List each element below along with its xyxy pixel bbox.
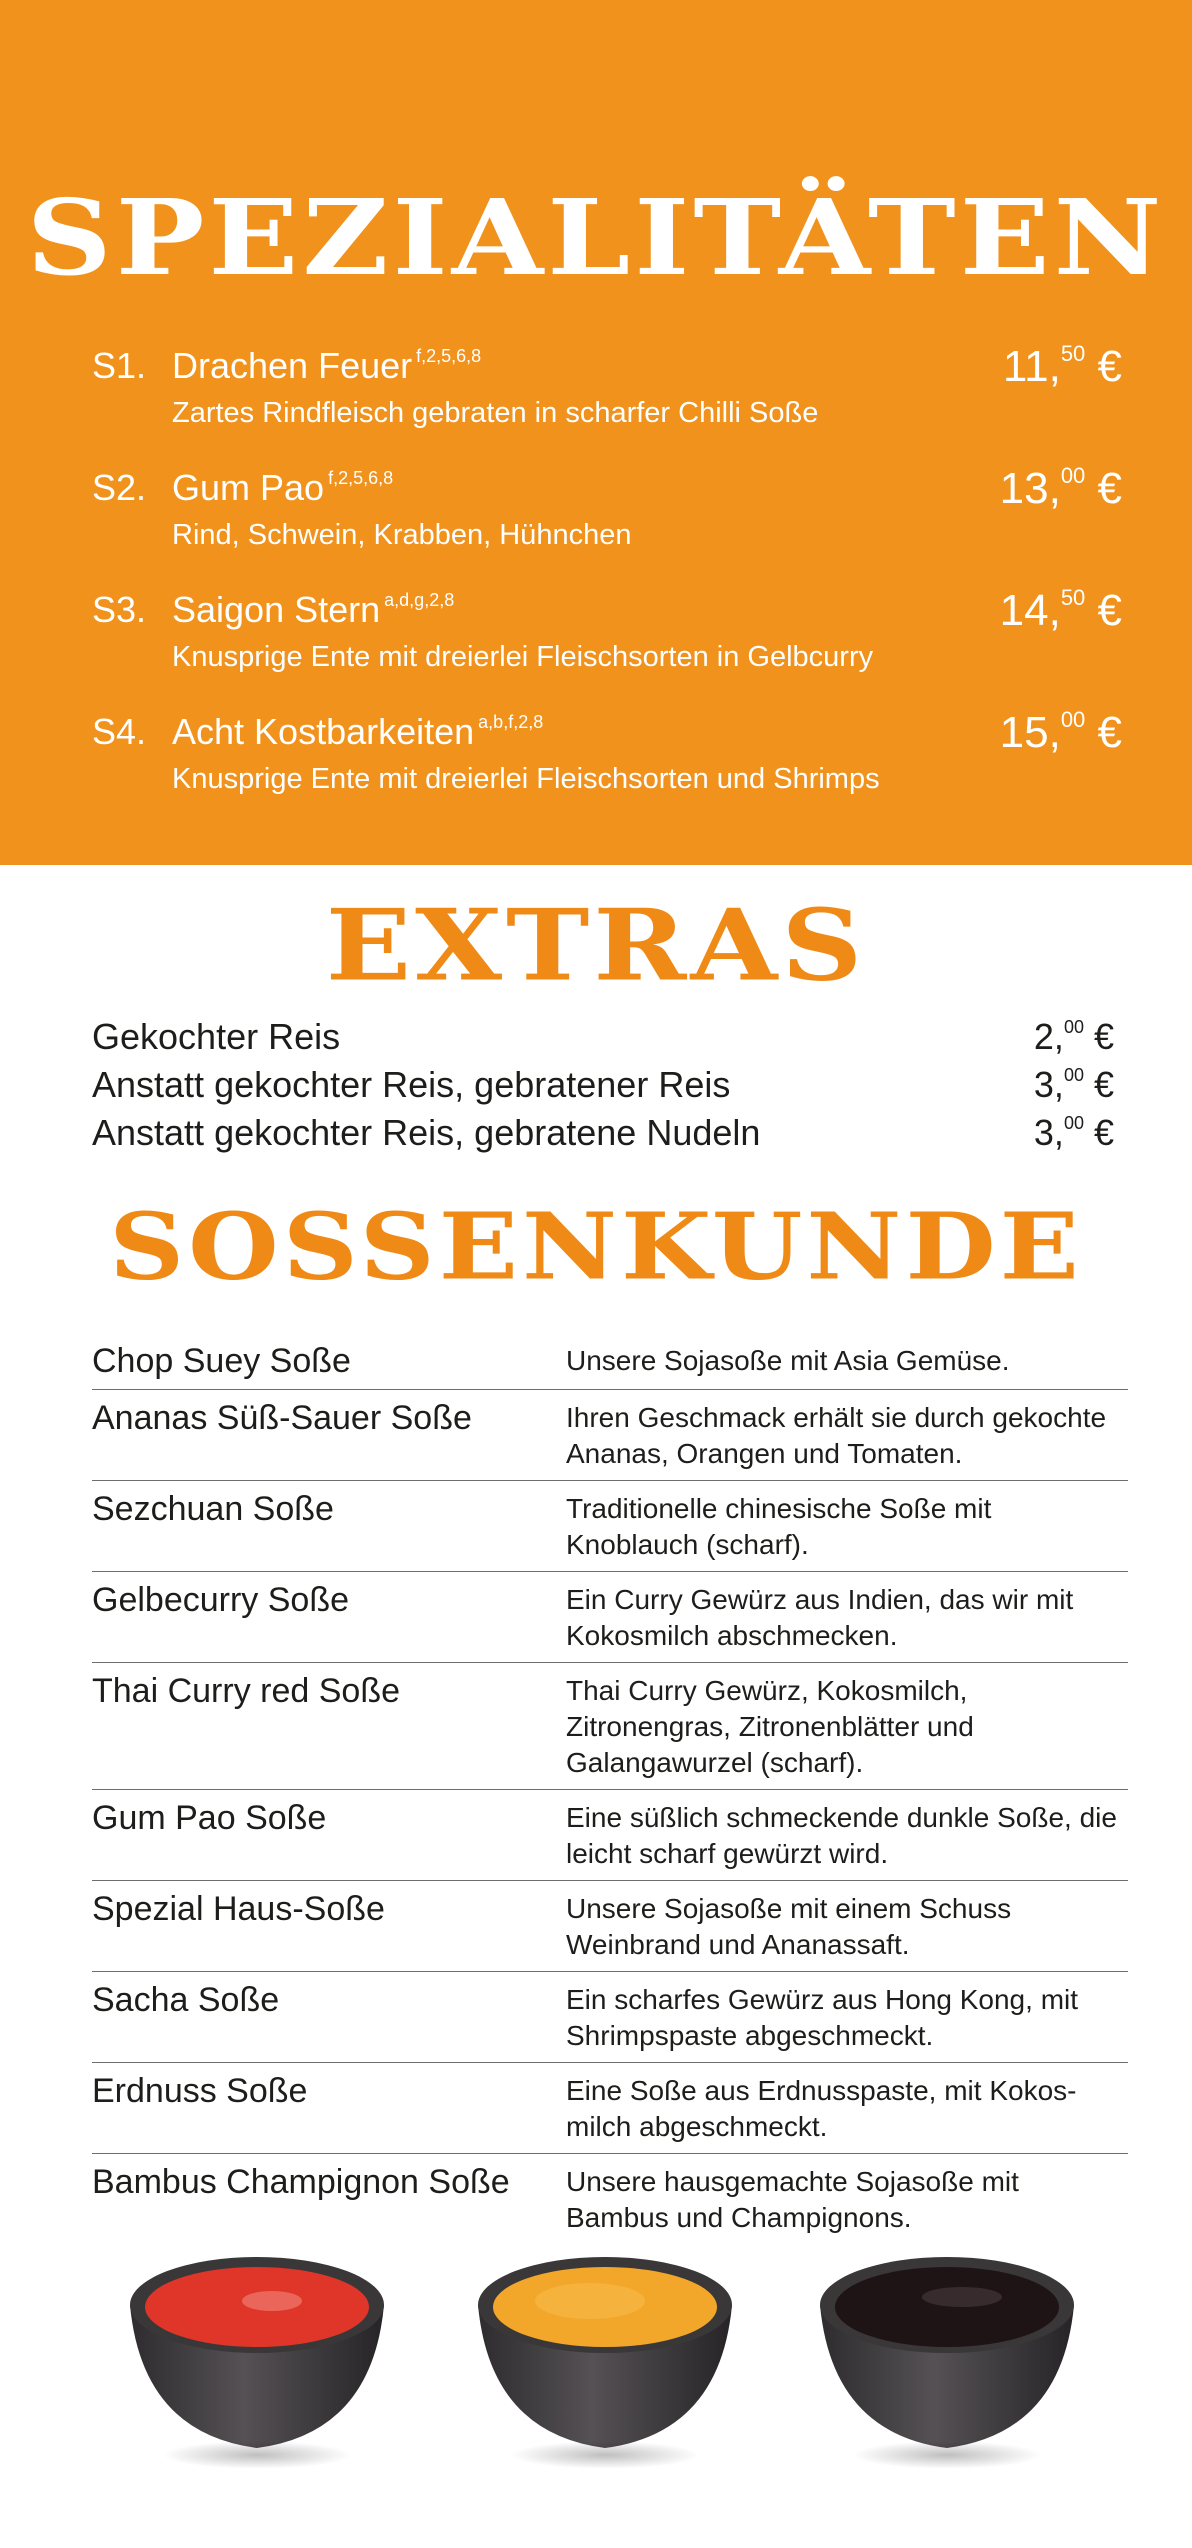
- extra-item: [92, 1112, 1122, 1160]
- special-code: S2.: [92, 467, 147, 508]
- sauce-description: Unsere Sojasoße mit Asia Gemüse.: [566, 1345, 1010, 1376]
- sauce-description: Ihren Geschmack erhält sie durch gekochte Ananas, Orangen und Tomaten.: [566, 1402, 1107, 1469]
- sauce-bowls-photo: [92, 2225, 1128, 2525]
- special-description: Knusprige Ente mit dreierlei Fleischsorten in Gelbcurry: [172, 641, 874, 673]
- sauce-row: [92, 1390, 1128, 1481]
- sauce-row: [92, 1481, 1128, 1572]
- special-code: S3.: [92, 589, 147, 630]
- special-item-s1: [92, 341, 1122, 455]
- special-item-s2: [92, 463, 1122, 577]
- sauce-description: Eine süßlich schmeckende dunkle Soße, die leicht scharf gewürzt wird.: [566, 1802, 1117, 1869]
- red-sauce-bowl-image: [122, 2243, 392, 2473]
- special-name: Drachen Feuer $^{f,2,5,6,8}$: [172, 345, 482, 386]
- special-code: S1.: [92, 345, 147, 386]
- sauce-name: Sezchuan Soße: [92, 1490, 334, 1528]
- special-price: 11,50 €: [1002, 341, 1122, 391]
- allergen-codes: a,d,g,2,8: [384, 590, 455, 610]
- sauce-name: Thai Curry red Soße: [92, 1672, 400, 1710]
- sauce-description: Eine Soße aus Erdnusspaste, mit Kokos-milch abgeschmeckt.: [566, 2075, 1077, 2142]
- special-name: Gum Pao $^{f,2,5,6,8}$: [172, 467, 394, 508]
- extra-name: Anstatt gekochter Reis, gebratene Nudeln: [92, 1112, 761, 1153]
- extra-price: 3,00 €: [1033, 1112, 1114, 1153]
- extra-item: [92, 1064, 1122, 1112]
- sauce-description: Thai Curry Gewürz, Kokosmilch, Zitronengras, Zitronenblätter und Galangawurzel (scharf).: [566, 1675, 974, 1778]
- sauce-row: [92, 1972, 1128, 2063]
- special-price: 13,00 €: [999, 463, 1122, 513]
- special-description: Zartes Rindfleisch gebraten in scharfer Chilli Soße: [172, 397, 819, 429]
- extra-name: Anstatt gekochter Reis, gebratener Reis: [92, 1064, 731, 1105]
- sauce-description: Ein scharfes Gewürz aus Hong Kong, mit Shrimpspaste abgeschmeckt.: [566, 1984, 1079, 2051]
- sauce-row: [92, 1333, 1128, 1390]
- allergen-codes: a,b,f,2,8: [478, 712, 544, 732]
- sauce-row: [92, 2063, 1128, 2154]
- extra-price: 2,00 €: [1033, 1016, 1114, 1057]
- sauce-row: [92, 1881, 1128, 1972]
- sauces-title: SOSSENKUNDE: [109, 1192, 1083, 1301]
- allergen-codes: f,2,5,6,8: [416, 346, 482, 366]
- special-name: Acht Kostbarkeiten $^{a,b,f,2,8}$: [172, 711, 544, 752]
- sauce-name: Erdnuss Soße: [92, 2072, 308, 2110]
- specials-section: [0, 0, 1192, 865]
- allergen-codes: f,2,5,6,8: [328, 468, 394, 488]
- sauce-row: [92, 1663, 1128, 1790]
- specials-title: SPEZIALITÄTEN: [26, 176, 1166, 299]
- extra-price: 3,00 €: [1033, 1064, 1114, 1105]
- special-price: 14,50 €: [999, 585, 1122, 635]
- sauce-table: [92, 1333, 1128, 2244]
- special-description: Knusprige Ente mit dreierlei Fleischsorten und Shrimps: [172, 763, 880, 795]
- sauce-row: [92, 1572, 1128, 1663]
- sauce-description: Ein Curry Gewürz aus Indien, das wir mit Kokosmilch abschmecken.: [566, 1584, 1074, 1651]
- extras-title: EXTRAS: [325, 887, 867, 1004]
- special-name: Saigon Stern $^{a,d,g,2,8}$: [172, 589, 455, 630]
- extra-name: Gekochter Reis: [92, 1016, 341, 1057]
- sauce-name: Spezial Haus-Soße: [92, 1890, 385, 1928]
- sauce-name: Sacha Soße: [92, 1981, 280, 2019]
- yellow-sauce-bowl-image: [470, 2243, 740, 2473]
- sauce-name: Ananas Süß-Sauer Soße: [92, 1399, 472, 1437]
- special-item-s3: [92, 585, 1122, 699]
- special-description: Rind, Schwein, Krabben, Hühnchen: [172, 519, 632, 551]
- dark-sauce-bowl-image: [812, 2243, 1082, 2473]
- sauce-description: Unsere hausgemachte Sojasoße mit Bambus und Champignons.: [566, 2166, 1019, 2233]
- sauce-description: Traditionelle chinesische Soße mit Knoblauch (scharf).: [566, 1493, 992, 1560]
- extra-item: [92, 1016, 1122, 1064]
- sauce-description: Unsere Sojasoße mit einem Schuss Weinbrand und Ananassaft.: [566, 1893, 1012, 1960]
- special-code: S4.: [92, 711, 147, 752]
- sauce-name: Gelbecurry Soße: [92, 1581, 349, 1619]
- sauce-row: [92, 1790, 1128, 1881]
- sauce-name: Gum Pao Soße: [92, 1799, 327, 1837]
- special-item-s4: [92, 707, 1122, 821]
- special-price: 15,00 €: [999, 707, 1122, 757]
- sauce-name: Bambus Champignon Soße: [92, 2163, 510, 2201]
- sauce-name: Chop Suey Soße: [92, 1342, 351, 1380]
